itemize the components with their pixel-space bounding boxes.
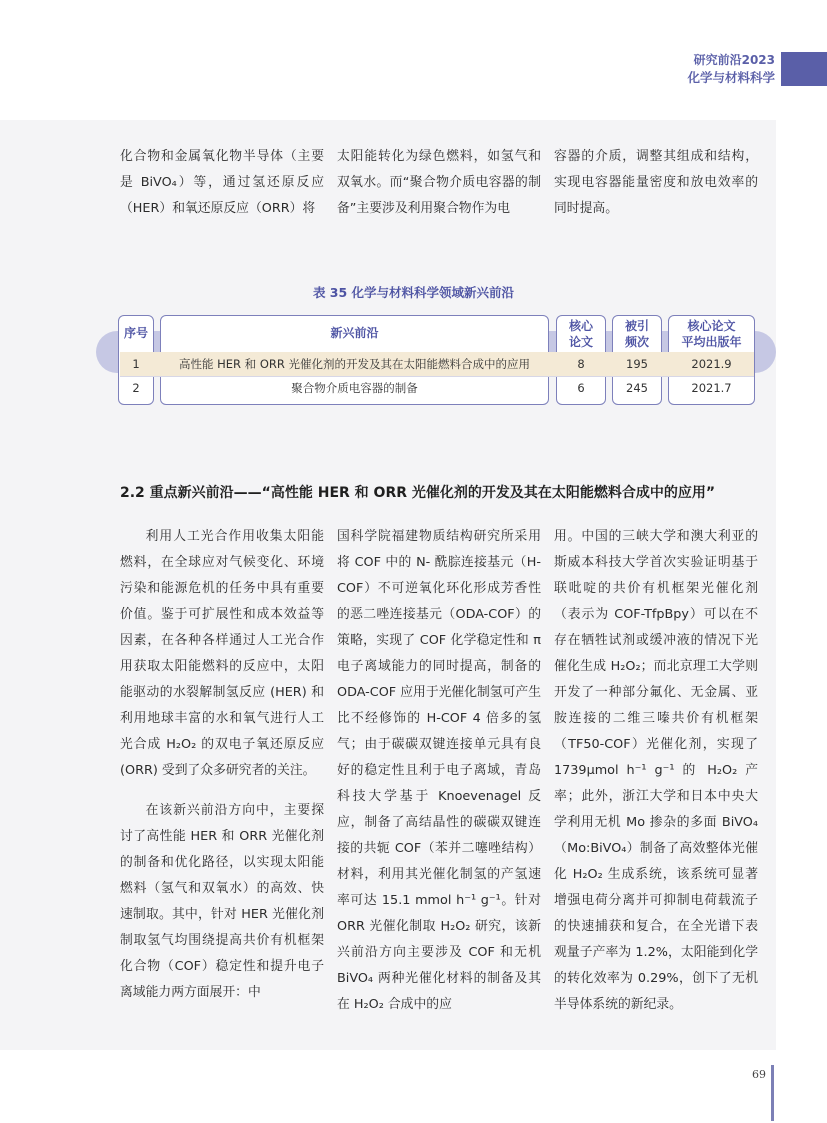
header-year: 核心论文 平均出版年 bbox=[681, 319, 742, 349]
section-title: 2.2 重点新兴前沿——“高性能 HER 和 ORR 光催化剂的开发及其在太阳能燃料合成中的应用” bbox=[120, 485, 716, 501]
row-2-no: 2 bbox=[132, 381, 140, 395]
row-2-front: 聚合物介质电容器的制备 bbox=[291, 381, 418, 395]
page-number: 69 bbox=[752, 1068, 766, 1081]
running-header bbox=[687, 52, 775, 86]
page-accent-bar bbox=[771, 1065, 774, 1121]
row-1-front: 高性能 HER 和 ORR 光催化剂的开发及其在太阳能燃料合成中的应用 bbox=[178, 357, 531, 371]
body-paragraph-2: 在该新兴前沿方向中，主要探讨了高性能 HER 和 ORR 光催化剂的制备和优化路径，以实现太阳能燃料（氢气和双氧水）的高效、快速制取。其中，针对 HER 光催化剂制取氢气均围绕提高共价有机框架化合物（COF）稳定性和提升电子离域能力两方面展开：中 bbox=[120, 803, 324, 1000]
row-1-no: 1 bbox=[132, 357, 140, 371]
row-1-year: 2021.9 bbox=[691, 357, 732, 371]
body-paragraph-1: 利用人工光合作用收集太阳能燃料，在全球应对气候变化、环境污染和能源危机的任务中具有重要价值。鉴于可扩展性和成本效益等因素，在各种各样通过人工光合作用获取太阳能燃料的反应中，太阳能驱动的水裂解制氢反应 (HER) 和利用地球丰富的水和氧气进行人工光合成 H₂O₂ 的双电子氧还原反应 (ORR) 受到了众多研究者的关注。 bbox=[120, 529, 324, 778]
body-column-1 bbox=[120, 524, 324, 1006]
header-no: 序号 bbox=[123, 326, 148, 340]
row-2-core: 6 bbox=[577, 381, 585, 395]
header-cite: 被引 频次 bbox=[624, 319, 649, 349]
body-column-3: 用。中国的三峡大学和澳大利亚的斯威本科技大学首次实验证明基于联吡啶的共价有机框架光催化剂（表示为 COF-TfpBpy）可以在不存在牺牲试剂或缓冲液的情况下光催化生成 H₂O₂；而北京理工大学则开发了一种部分氟化、无金属、亚胺连接的二维三嗪共价有机框架（TF50-COF）光催化剂，实现了 1739μmol h⁻¹ g⁻¹ 的 H₂O₂ 产率；此外，浙江大学和日本中央大学利用无机 Mo 掺杂的多面 BiVO₄（Mo:BiVO₄）制备了高效整体光催化 H₂O₂ 生成系统，该系统可显著增强电荷分离并可抑制电荷载流子的快速捕获和复合，在全光谱下表观量子产率为 1.2%，太阳能到化学的转化效率为 0.29%，创下了无机半导体系统的新纪录。 bbox=[554, 529, 758, 1012]
header-core: 核心 论文 bbox=[568, 319, 593, 349]
header-report-title: 研究前沿2023 bbox=[693, 53, 775, 67]
header-field-title: 化学与材料科学 bbox=[687, 70, 775, 85]
body-column-2: 国科学院福建物质结构研究所采用将 COF 中的 N- 酰腙连接基元（H-COF）不可逆氧化环化形成芳香性的恶二唑连接基元（ODA-COF）的策略，实现了 COF 化学稳定性和 π 电子离域能力的同时提高，制备的 ODA-COF 应用于光催化制氢可产生比不经修饰的 H-COF 4 倍多的氢气；由于碳碳双键连接单元具有良好的稳定性且利于电子离域，青岛科技大学基于 Knoevenagel 反应，制备了高结晶性的碳碳双键连接的共轭 COF（苯并二噻唑结构）材料，利用其光催化制氢的产氢速率可达 15.1 mmol h⁻¹ g⁻¹。针对 ORR 光催化制取 H₂O₂ 研究，该新兴前沿方向主要涉及 COF 和无机 BiVO₄ 两种光催化材料的制备及其在 H₂O₂ 合成中的应 bbox=[337, 529, 541, 1012]
table-caption: 表 35 化学与材料科学领域新兴前沿 bbox=[312, 285, 515, 300]
row-1-cite: 195 bbox=[626, 357, 648, 371]
top-column-1: 化合物和金属氧化物半导体（主要是 BiVO₄）等，通过氢还原反应（HER）和氧还原反应（ORR）将 bbox=[120, 149, 324, 216]
header-accent-bar bbox=[781, 52, 827, 86]
row-2-year: 2021.7 bbox=[691, 381, 732, 395]
top-column-2: 太阳能转化为绿色燃料，如氢气和双氧水。而“聚合物介质电容器的制备”主要涉及利用聚合物作为电 bbox=[337, 149, 541, 216]
top-column-3: 容器的介质，调整其组成和结构，实现电容器能量密度和放电效率的同时提高。 bbox=[554, 149, 758, 216]
header-front: 新兴前沿 bbox=[330, 326, 379, 340]
row-1-core: 8 bbox=[577, 357, 585, 371]
row-2-cite: 245 bbox=[626, 381, 648, 395]
